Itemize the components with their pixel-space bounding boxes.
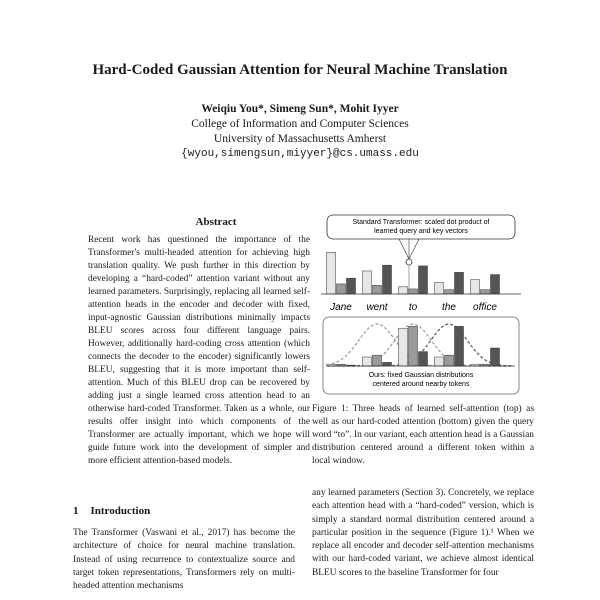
- bar-to-head2: [409, 289, 418, 294]
- paper-title: Hard-Coded Gaussian Attention for Neural Machine Translation: [92, 62, 508, 78]
- bar-jane-head1: [327, 252, 336, 294]
- top-bars: [327, 252, 500, 294]
- top-label-line-1: Standard Transformer: scaled dot product of: [352, 219, 490, 226]
- bar-went-head3: [383, 362, 392, 366]
- figure-caption: Figure 1: Three heads of learned self-attention (top) as well as our hard-coded attention (bottom) given the query word “to”. In our variant, each attention head is a Gaussian distribution centered around a different token within a local window.: [312, 404, 534, 466]
- author-names: Weiqiu You*, Simeng Sun*, Mohit Iyyer: [201, 103, 399, 115]
- bar-office-head3: [491, 348, 500, 366]
- abstract-text: Recent work has questioned the importance of the Transformer's multi-headed attention for achieving high translation quality. We push further in this direction by developing a “hard-coded” attention variant without any learned parameters. Surprisingly, replacing all learned self-attention heads in the encoder and decoder with fixed, input-agnostic Gaussian distributions minimally impacts BLEU scores across four different language pairs. However, additionally hard-coding cross attention (which connects the decoder to the encoder) significantly lowers BLEU, suggesting that it is more important than self-attention. Much of this BLEU drop can be recovered by adding just a single learned cross attention head to an otherwise hard-coded Transformer. Taken as a whole, our results offer insight into which components of the Transformer are actually important, which we hope will guide future work into the development of simpler and more efficient attention-based models.: [88, 235, 310, 466]
- bar-went-head2: [373, 285, 382, 294]
- bar-to-head1: [399, 328, 408, 366]
- author-block: [0, 102, 600, 162]
- section-title: Introduction: [90, 505, 151, 517]
- top-label-line-2: learned query and key vectors: [374, 228, 468, 235]
- author-email: {wyou,simengsun,miyyer}@cs.umass.edu: [181, 148, 419, 160]
- bar-went-head1: [363, 357, 372, 366]
- bar-office-head2: [481, 290, 490, 294]
- bottom-label-line-1: Ours: fixed Gaussian distributions: [368, 372, 474, 379]
- word-row: [329, 302, 497, 313]
- bar-to-head3: [419, 266, 428, 294]
- bar-the-head3: [455, 272, 464, 294]
- bar-the-head2: [445, 290, 454, 294]
- word-label-jane: Jane: [330, 302, 352, 313]
- right-column-text: any learned parameters (Section 3). Concretely, we replace each attention head with a “hard-coded” version, which is simply a standard normal distribution centered around a particular position in the sequence (Figure 1).¹ When we replace all encoder and decoder self-attention mechanisms with our hard-coded variant, we achieve almost identical BLEU scores to the baseline Transformer for four: [312, 488, 534, 578]
- bar-to-head3: [419, 352, 428, 366]
- bar-the-head3: [455, 326, 464, 366]
- bar-went-head1: [363, 271, 372, 294]
- bar-jane-head3: [347, 278, 356, 294]
- bar-to-head2: [409, 326, 418, 366]
- intro-text: The Transformer (Vaswani et al., 2017) has become the architecture of choice for neural machine translation. Instead of using recurrence to contextualize source and target token representations, Transformers rely on multi-headed attention mechanisms: [73, 528, 295, 592]
- section-number: 1: [73, 505, 79, 517]
- affiliation-line-2: University of Massachusetts Amherst: [213, 133, 387, 145]
- abstract-heading: Abstract: [195, 216, 237, 228]
- bar-jane-head2: [337, 284, 346, 294]
- attention-figure: [313, 214, 529, 399]
- bar-the-head2: [445, 355, 454, 366]
- query-node-icon: [406, 259, 412, 265]
- bar-went-head3: [383, 265, 392, 294]
- section-heading: [73, 505, 162, 517]
- bar-to-head1: [399, 287, 408, 294]
- word-label-to: to: [408, 302, 418, 313]
- bar-the-head1: [435, 282, 444, 294]
- bar-the-head1: [435, 357, 444, 366]
- word-label-office: office: [473, 302, 497, 313]
- word-label-went: went: [366, 302, 388, 313]
- affiliation-line-1: College of Information and Computer Sciences: [191, 118, 409, 130]
- bar-office-head1: [471, 280, 480, 294]
- word-label-the: the: [442, 302, 456, 313]
- query-connectors: [399, 239, 419, 259]
- bottom-label-line-2: centered around nearby tokens: [372, 381, 470, 388]
- bar-went-head2: [373, 355, 382, 366]
- bar-office-head3: [491, 275, 500, 294]
